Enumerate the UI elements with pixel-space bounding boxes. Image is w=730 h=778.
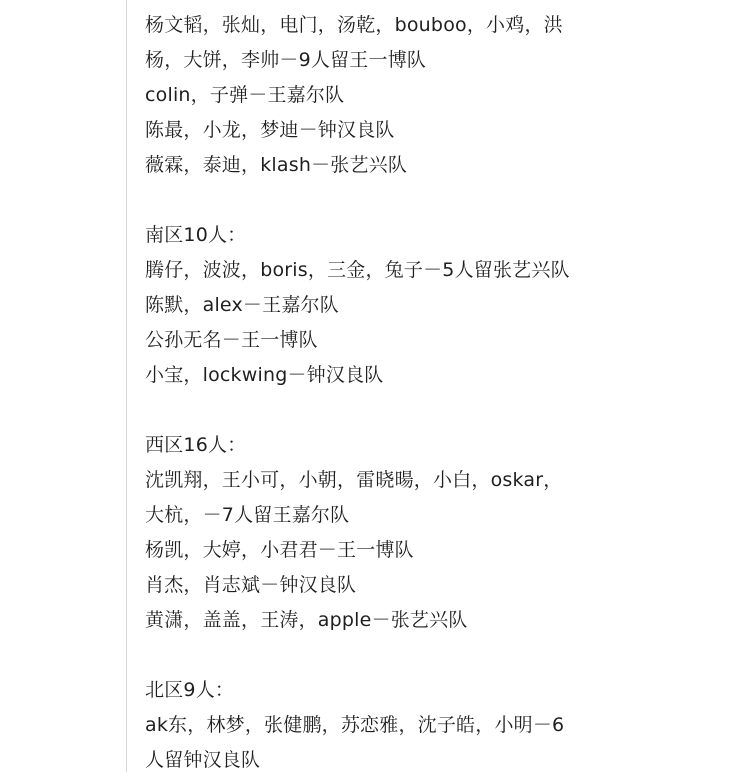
text-line: 陈默，alex－王嘉尔队 [145,294,339,316]
text-line: 沈凯翔，王小可，小朝，雷晓暘，小白，oskar， [145,469,563,491]
text-line: 腾仔，波波，boris，三金，兔子－5人留张艺兴队 [145,259,570,281]
text-line: 陈最，小龙，梦迪－钟汉良队 [145,119,395,141]
text-line: 大杭，－7人留王嘉尔队 [145,504,350,526]
text-line: 人留钟汉良队 [145,749,261,771]
text-line: 公孙无名－王一博队 [145,329,318,351]
team-assignment-text [145,8,705,778]
text-line: ak东，林梦，张健鹏，苏恋雅，沈子皓，小明－6 [145,714,565,736]
section-heading-north: 北区9人： [145,679,235,701]
text-line: 杨文韬，张灿，电门，汤乾，bouboo，小鸡，洪 [145,14,563,36]
text-line: 杨，大饼，李帅－9人留王一博队 [145,49,427,71]
text-line: 薇霖，泰迪，klash－张艺兴队 [145,154,408,176]
text-line: 黄潇，盖盖，王涛，apple－张艺兴队 [145,609,468,631]
left-margin-rule [126,0,127,772]
text-line: 小宝，lockwing－钟汉良队 [145,364,384,386]
section-heading-west: 西区16人： [145,434,247,456]
text-line: 肖杰，肖志斌－钟汉良队 [145,574,357,596]
text-line: 杨凯，大婷，小君君－王一博队 [145,539,414,561]
section-gap [145,638,705,673]
section-gap [145,183,705,218]
text-line: colin，子弹－王嘉尔队 [145,84,345,106]
section-gap [145,393,705,428]
section-heading-south: 南区10人： [145,224,247,246]
